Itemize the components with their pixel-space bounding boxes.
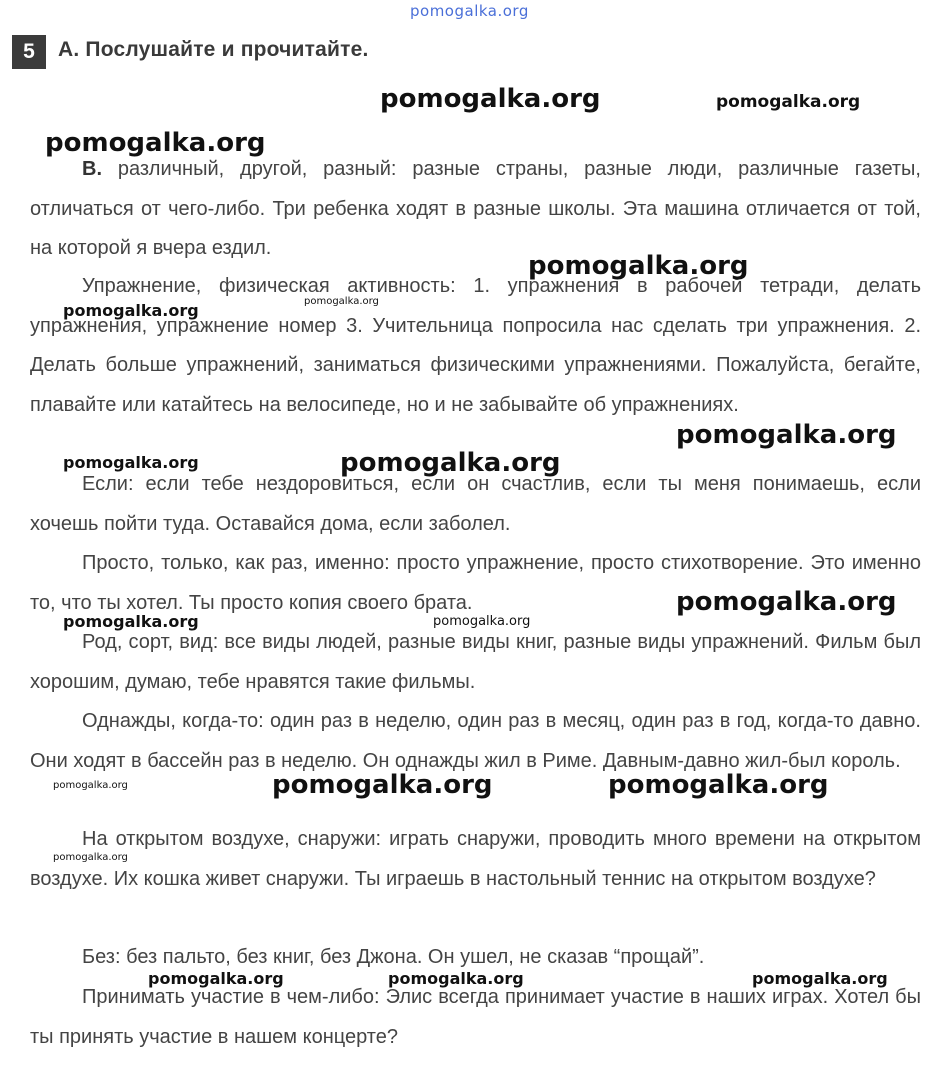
paragraph-different bbox=[30, 150, 921, 269]
paragraph-once: Однажды, когда-то: один раз в неделю, один раз в месяц, один раз в год, когда-то давно. Они ходят в бассейн раз в неделю. Он однажды жил в Риме. Давным-давно жил-был король. bbox=[30, 710, 921, 772]
paragraph-text: различный, другой, разный: разные страны, разные люди, различные газеты, отличаться от чего-либо. Три ребенка ходят в разные школы. Эта машина отличается от той, на которой я вчера ездил. bbox=[30, 158, 921, 259]
watermark: pomogalka.org bbox=[45, 128, 266, 158]
paragraph-kind: Род, сорт, вид: все виды людей, разные виды книг, разные виды упражнений. Фильм был хорошим, думаю, тебе нравятся такие фильмы. bbox=[30, 631, 921, 693]
watermark: pomogalka.org bbox=[608, 770, 829, 800]
paragraph-outside: На открытом воздухе, снаружи: играть снаружи, проводить много времени на открытом воздухе. Их кошка живет снаружи. Ты играешь в настольный теннис на открытом воздухе? bbox=[30, 828, 921, 890]
watermark: pomogalka.org bbox=[272, 770, 493, 800]
watermark: pomogalka.org bbox=[676, 420, 897, 450]
watermark: pomogalka.org bbox=[388, 969, 524, 988]
paragraph-if: Если: если тебе нездоровиться, если он счастлив, если ты меня понимаешь, если хочешь пойти туда. Оставайся дома, если заболел. bbox=[30, 473, 921, 535]
watermark: pomogalka.org bbox=[63, 301, 199, 320]
watermark: pomogalka.org bbox=[433, 614, 531, 629]
watermark: pomogalka.org bbox=[304, 296, 379, 307]
paragraph-take-part: Принимать участие в чем-либо: Элис всегда принимает участие в наших играх. Хотел бы ты принять участие в нашем концерте? bbox=[30, 986, 921, 1048]
watermark: pomogalka.org bbox=[63, 612, 199, 631]
section-label: В. bbox=[82, 158, 102, 180]
paragraph-exercise: Упражнение, физическая активность: 1. упражнения в рабочей тетради, делать упражнения, упражнение номер 3. Учительница попросила нас сделать три упражнения. 2. Делать больше упражнений, заниматься физическими упражнениями. Пожалуйста, бегайте, плавайте или катайтесь на велосипеде, но и не забывайте об упражнениях. bbox=[30, 275, 921, 416]
paragraph-just: Просто, только, как раз, именно: просто упражнение, просто стихотворение. Это именно то, что ты хотел. Ты просто копия своего брата. bbox=[30, 552, 921, 614]
exercise-number-badge: 5 bbox=[12, 35, 46, 69]
paragraph-without: Без: без пальто, без книг, без Джона. Он ушел, не сказав “прощай”. bbox=[82, 946, 705, 968]
watermark: pomogalka.org bbox=[676, 587, 897, 617]
exercise-title: А. Послушайте и прочитайте. bbox=[58, 38, 369, 61]
watermark: pomogalka.org bbox=[53, 852, 128, 863]
watermark: pomogalka.org bbox=[340, 448, 561, 478]
watermark: pomogalka.org bbox=[752, 969, 888, 988]
watermark: pomogalka.org bbox=[528, 251, 749, 281]
watermark: pomogalka.org bbox=[63, 453, 199, 472]
watermark: pomogalka.org bbox=[716, 92, 861, 112]
watermark-top: pomogalka.org bbox=[410, 2, 529, 20]
watermark: pomogalka.org bbox=[380, 84, 601, 114]
watermark: pomogalka.org bbox=[148, 969, 284, 988]
watermark: pomogalka.org bbox=[53, 780, 128, 791]
